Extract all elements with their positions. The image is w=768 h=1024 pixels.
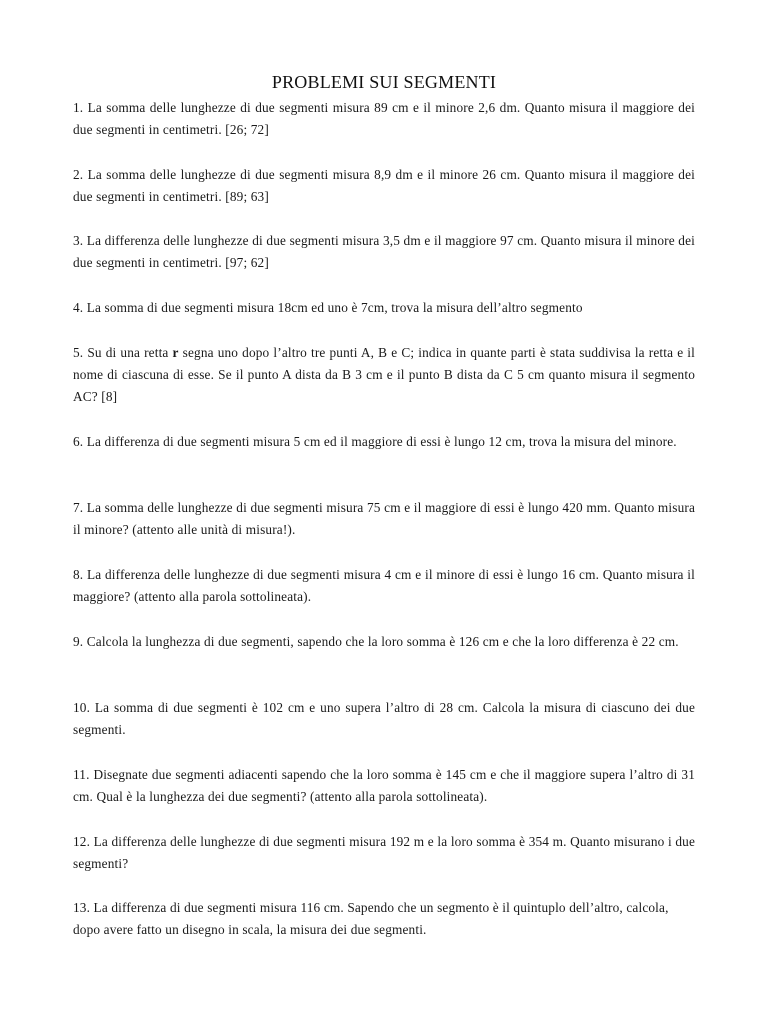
problem-13: 13. La differenza di due segmenti misura 116 cm. Sapendo che un segmento è il quintuplo dell’altro, calcola, dopo avere fatto un disegno in scala, la misura dei due segmenti. <box>73 900 669 937</box>
problem-12: 12. La differenza delle lunghezze di due segmenti misura 192 m e la loro somma è 354 m. Quanto misurano i due segmenti? <box>73 834 695 871</box>
problem-9: 9. Calcola la lunghezza di due segmenti, sapendo che la loro somma è 126 cm e che la loro differenza è 22 cm. <box>73 634 679 649</box>
problem-10: 10. La somma di due segmenti è 102 cm e uno supera l’altro di 28 cm. Calcola la misura di ciascuno dei due segmenti. <box>73 700 695 737</box>
problem-4: 4. La somma di due segmenti misura 18cm ed uno è 7cm, trova la misura dell’altro segmento <box>73 300 583 315</box>
problem-5 <box>73 342 695 408</box>
line-r-label: r <box>172 345 179 360</box>
problem-11: 11. Disegnate due segmenti adiacenti sapendo che la loro somma è 145 cm e che il maggiore supera l’altro di 31 cm. Qual è la lunghezza dei due segmenti? (attento alla parola sottolineata). <box>73 767 695 804</box>
problem-1: 1. La somma delle lunghezze di due segmenti misura 89 cm e il minore 2,6 dm. Quanto misura il maggiore dei due segmenti in centimetri. [26; 72] <box>73 100 695 137</box>
problem-8: 8. La differenza delle lunghezze di due segmenti misura 4 cm e il minore di essi è lungo 16 cm. Quanto misura il maggiore? (attento alla parola sottolineata). <box>73 567 695 604</box>
problem-6: 6. La differenza di due segmenti misura 5 cm ed il maggiore di essi è lungo 12 cm, trova la misura del minore. <box>73 434 677 449</box>
problem-7: 7. La somma delle lunghezze di due segmenti misura 75 cm e il maggiore di essi è lungo 420 mm. Quanto misura il minore? (attento alle unità di misura!). <box>73 500 695 537</box>
problem-2: 2. La somma delle lunghezze di due segmenti misura 8,9 dm e il minore 26 cm. Quanto misura il maggiore dei due segmenti in centimetri. [89; 63] <box>73 167 695 204</box>
problem-3: 3. La differenza delle lunghezze di due segmenti misura 3,5 dm e il maggiore 97 cm. Quanto misura il minore dei due segmenti in centimetri. [97; 62] <box>73 233 695 270</box>
problem-5-text-start: 5. Su di una retta <box>73 345 173 360</box>
page-title: PROBLEMI SUI SEGMENTI <box>271 72 497 92</box>
problem-5-text-end: segna uno dopo l’altro tre punti A, B e C; indica in quante parti è stata suddivisa la retta e il nome di ciascuna di esse. Se il punto A dista da B 3 cm e il punto B dista da C 5 cm quanto misura il segmento AC? [8] <box>73 345 695 404</box>
